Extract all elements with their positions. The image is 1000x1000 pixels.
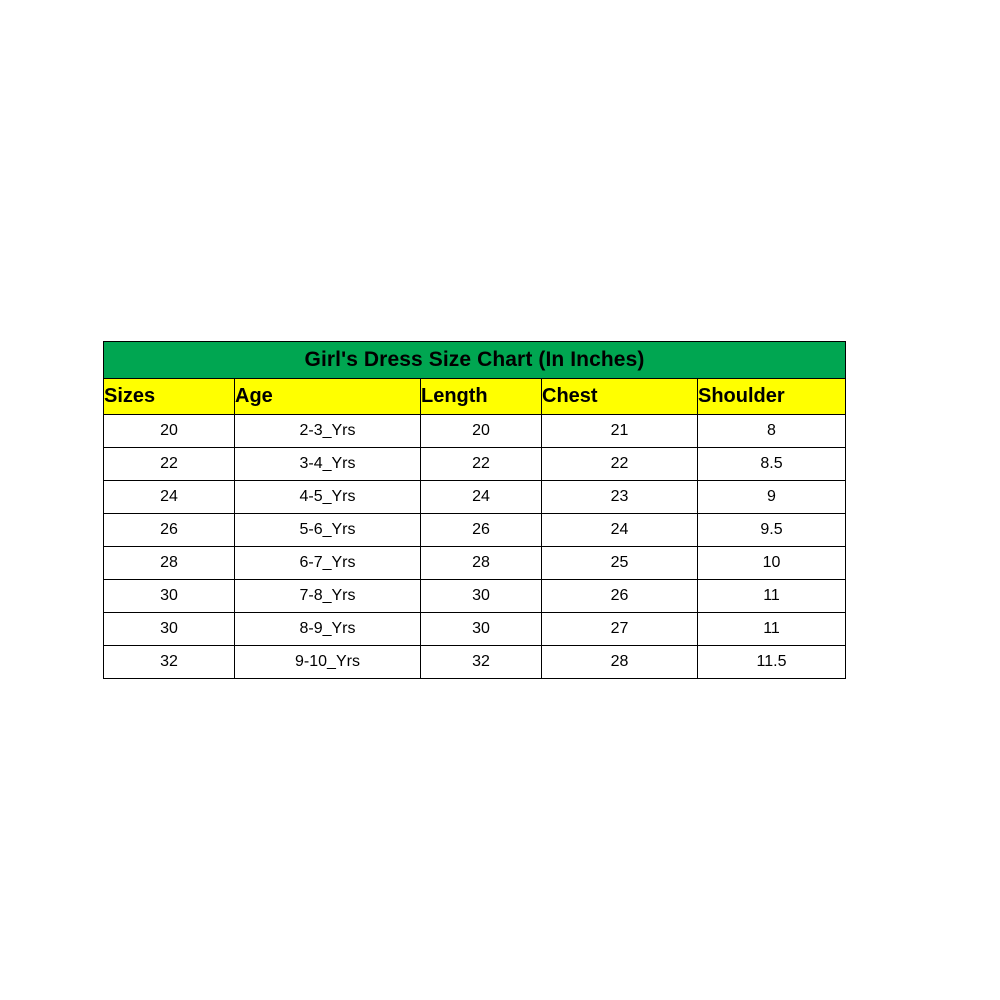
cell-shoulder: 9 [698, 481, 846, 514]
cell-sizes: 28 [104, 547, 235, 580]
cell-length: 28 [421, 547, 542, 580]
table-row [104, 514, 846, 547]
table-row [104, 547, 846, 580]
size-chart-container [103, 341, 845, 679]
cell-age: 3-4_Yrs [235, 448, 421, 481]
column-header-shoulder: Shoulder [698, 379, 846, 415]
cell-age: 2-3_Yrs [235, 415, 421, 448]
cell-chest: 24 [542, 514, 698, 547]
table-row [104, 646, 846, 679]
cell-length: 22 [421, 448, 542, 481]
column-header-age: Age [235, 379, 421, 415]
cell-shoulder: 11.5 [698, 646, 846, 679]
cell-sizes: 20 [104, 415, 235, 448]
cell-chest: 27 [542, 613, 698, 646]
cell-sizes: 22 [104, 448, 235, 481]
cell-length: 20 [421, 415, 542, 448]
cell-length: 30 [421, 613, 542, 646]
cell-shoulder: 8.5 [698, 448, 846, 481]
cell-age: 4-5_Yrs [235, 481, 421, 514]
cell-shoulder: 11 [698, 580, 846, 613]
table-row [104, 415, 846, 448]
table-header-row [104, 379, 846, 415]
cell-sizes: 30 [104, 613, 235, 646]
cell-sizes: 30 [104, 580, 235, 613]
cell-sizes: 24 [104, 481, 235, 514]
cell-sizes: 32 [104, 646, 235, 679]
cell-chest: 23 [542, 481, 698, 514]
cell-chest: 22 [542, 448, 698, 481]
column-header-sizes: Sizes [104, 379, 235, 415]
cell-length: 32 [421, 646, 542, 679]
cell-length: 30 [421, 580, 542, 613]
cell-length: 26 [421, 514, 542, 547]
cell-chest: 26 [542, 580, 698, 613]
table-title-row [104, 342, 846, 379]
cell-chest: 28 [542, 646, 698, 679]
column-header-chest: Chest [542, 379, 698, 415]
cell-age: 7-8_Yrs [235, 580, 421, 613]
cell-age: 5-6_Yrs [235, 514, 421, 547]
cell-age: 9-10_Yrs [235, 646, 421, 679]
cell-shoulder: 11 [698, 613, 846, 646]
table-row [104, 448, 846, 481]
chart-title: Girl's Dress Size Chart (In Inches) [104, 342, 846, 379]
cell-chest: 25 [542, 547, 698, 580]
table-row [104, 613, 846, 646]
cell-age: 8-9_Yrs [235, 613, 421, 646]
size-chart-table [103, 341, 846, 679]
cell-shoulder: 8 [698, 415, 846, 448]
cell-shoulder: 10 [698, 547, 846, 580]
cell-length: 24 [421, 481, 542, 514]
cell-shoulder: 9.5 [698, 514, 846, 547]
cell-chest: 21 [542, 415, 698, 448]
cell-age: 6-7_Yrs [235, 547, 421, 580]
table-row [104, 580, 846, 613]
column-header-length: Length [421, 379, 542, 415]
table-row [104, 481, 846, 514]
cell-sizes: 26 [104, 514, 235, 547]
